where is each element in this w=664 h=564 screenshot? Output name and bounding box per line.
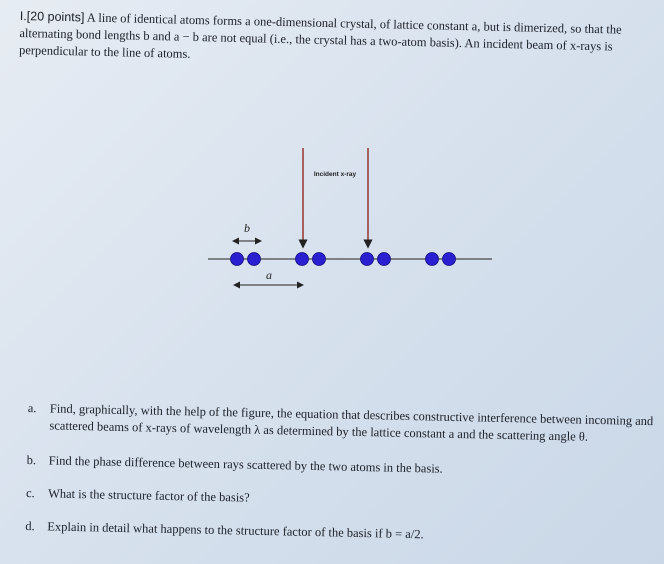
atom	[361, 253, 374, 266]
intro-text: A line of identical atoms forms a one-dimensional crystal, of lattice constant a, but is dimerized, so that the alternating bond lengths b and a − b are not equal (i.e., the crystal has a two-atom basis). An incident beam of x-rays is perpendicular to the line of atoms.	[18, 10, 622, 61]
question-text: Explain in detail what happens to the structure factor of the basis if b = a/2.	[47, 519, 424, 542]
question-item	[27, 452, 661, 482]
question-item	[27, 400, 662, 447]
atom	[443, 253, 456, 266]
atom	[313, 253, 326, 266]
points-label: [20 points]	[26, 9, 85, 25]
question-item	[25, 518, 659, 548]
question-letter: a.	[27, 400, 37, 416]
b-label: b	[244, 221, 250, 235]
question-letter: c.	[25, 485, 35, 501]
question-letter: d.	[25, 518, 35, 534]
a-label: a	[266, 268, 272, 282]
question-text: What is the structure factor of the basis?	[47, 486, 250, 505]
problem-intro	[19, 8, 660, 74]
question-list	[25, 400, 662, 564]
crystal-figure	[190, 140, 510, 300]
question-letter: b.	[26, 452, 37, 468]
crystal-diagram	[190, 140, 510, 300]
question-text: Find, graphically, with the help of the figure, the equation that describes constructive interference between incoming and scattered beams of x-rays of wavelength λ as determined by the lattice constant a and the scattering angle θ.	[49, 401, 654, 444]
atom	[296, 253, 309, 266]
question-text: Find the phase difference between rays scattered by the two atoms in the basis.	[48, 453, 443, 476]
atom	[426, 253, 439, 266]
incident-xray-label: Incident x-ray	[313, 171, 357, 178]
question-item	[26, 485, 660, 515]
problem-number: I.	[19, 8, 27, 24]
atom	[231, 253, 244, 266]
atom	[248, 253, 261, 266]
atom	[378, 253, 391, 266]
